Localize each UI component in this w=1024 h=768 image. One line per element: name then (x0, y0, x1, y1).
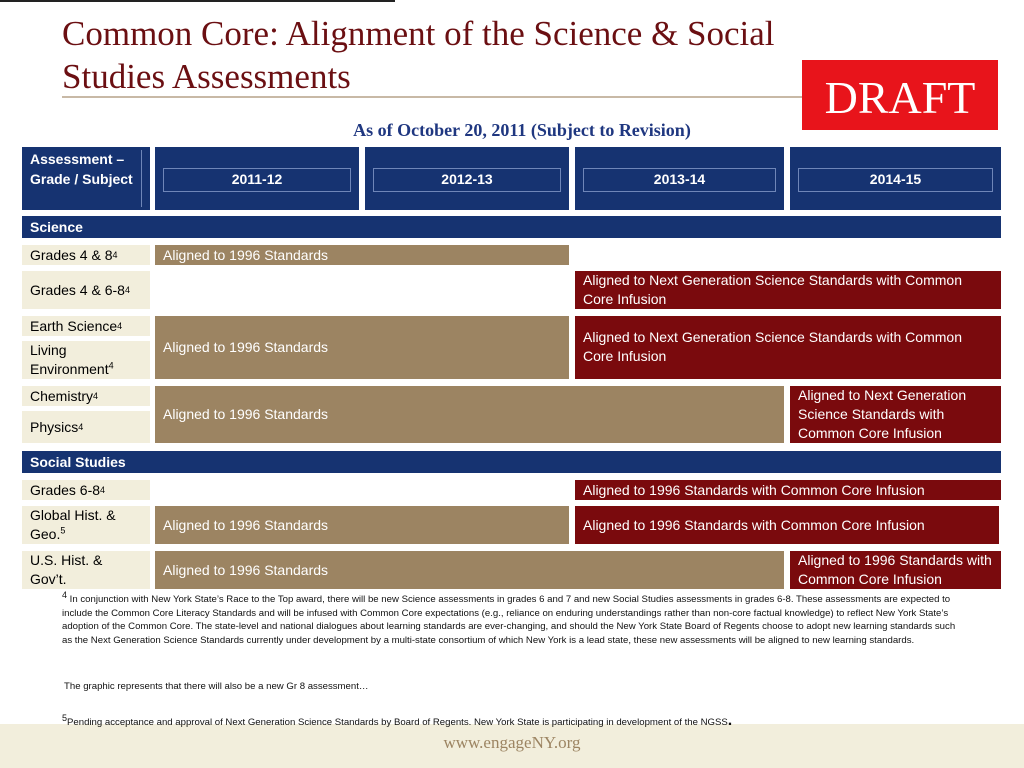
header-year-label: 2013-14 (653, 170, 706, 187)
row-label-grades-4-8: Grades 4 & 8 4 (22, 245, 150, 265)
footnote-4 (62, 589, 962, 647)
row-label-text: Global Hist. & Geo. (30, 507, 116, 542)
header-year-2014-15 (790, 147, 1001, 210)
cell-text: Aligned to 1996 Standards (163, 246, 329, 263)
footnote-5-text: Pending acceptance and approval of Next Generation Science Standards by Board of Regents. New York State is participating in development of the NGSS (67, 717, 728, 728)
top-rule (0, 0, 395, 2)
header-year-frame (373, 168, 561, 192)
header-year-label: 2012-13 (441, 170, 493, 187)
header-year-frame (798, 168, 993, 192)
cell-text: Aligned to Next Generation Science Standards with Common Core Infusion (583, 272, 962, 307)
footnote-4-text: In conjunction with New York State’s Race to the Top award, there will be new Science assessments in grades 6 and 7 and new Social Studies assessments in grades 6-8. These assessments are expected to include the Common Core Literacy Standards and will be infused with Common Core expectations (e.g., reliance on enduring understandings rather than non-core factual knowledge) to reflect New York State’s adoption of the Common Core. The state-level and national dialogues about learning standards are ever-changing, and should the New York State Board of Regents choose to adopt new learning standards such as the Next Generation Science Standards currently under development by a multi-state consortium of which New York is a lead state, these new assessments will be aligned to new learning standards. (62, 594, 956, 646)
cell-text: Aligned to 1996 Standards (163, 516, 329, 533)
header-year-2013-14 (575, 147, 784, 210)
row-label-text: Grades 4 & 8 (30, 246, 113, 263)
footer-url[interactable]: www.engageNY.org (443, 733, 581, 752)
cell-text: Aligned to 1996 Standards (163, 561, 329, 578)
footnote-4-marker: 4 (62, 589, 68, 600)
cell-1996-standards (155, 506, 569, 544)
cell-text: Aligned to 1996 Standards (163, 406, 329, 422)
cell-1996-cc-infusion (575, 506, 999, 544)
cell-1996-standards (155, 245, 569, 265)
row-label-text: Earth Science (30, 317, 118, 334)
cell-ngss-infusion (575, 271, 1001, 309)
cell-ngss-infusion (575, 316, 1001, 379)
row-label-grades-6-8: Grades 6-8 4 (22, 480, 150, 500)
header-assessment-cell (22, 147, 150, 210)
cell-text: Aligned to 1996 Standards with Common Core Infusion (583, 516, 925, 533)
cell-1996-cc-infusion (575, 480, 1001, 500)
row-label-living-environment (22, 341, 150, 379)
cell-text: Aligned to 1996 Standards with Common Core Infusion (798, 552, 992, 587)
row-label-grades-4-6-8: Grades 4 & 6-8 4 (22, 271, 150, 309)
header-year-label: 2011-12 (231, 170, 283, 187)
footnote-ref: 5 (60, 525, 66, 536)
cell-1996-standards (155, 316, 569, 379)
section-social-studies (22, 451, 1001, 473)
section-social-studies-label: Social Studies (30, 454, 126, 470)
row-label-text: Grades 6-8 (30, 481, 101, 498)
header-year-2012-13 (365, 147, 569, 210)
title-divider (62, 96, 810, 98)
row-label-text: U.S. Hist. & Gov’t. (30, 552, 103, 587)
cell-text: Aligned to Next Generation Science Standards with Common Core Infusion (583, 329, 962, 364)
cell-ngss-infusion (790, 386, 1001, 443)
row-label-chemistry: Chemistry 4 (22, 386, 150, 406)
row-label-text: Living Environment (30, 342, 109, 377)
row-label-physics: Physics 4 (22, 411, 150, 443)
cell-text: Aligned to 1996 Standards (163, 339, 329, 355)
footnote-5-marker: 5 (62, 712, 68, 723)
row-label-earth-science: Earth Science 4 (22, 316, 150, 336)
section-science-label: Science (30, 219, 83, 235)
draft-stamp: DRAFT (802, 60, 998, 130)
header-year-frame (163, 168, 351, 192)
header-assessment-label: Assessment – Grade / Subject (30, 151, 133, 187)
cell-1996-standards (155, 386, 784, 443)
page-title: Common Core: Alignment of the Science & Social Studies Assessments (62, 14, 775, 96)
footnote-ref: 4 (108, 360, 114, 371)
header-year-2011-12 (155, 147, 359, 210)
cell-1996-cc-infusion (790, 551, 1001, 589)
cell-text: Aligned to 1996 Standards with Common Core Infusion (583, 481, 925, 498)
row-label-text: Grades 4 & 6-8 (30, 281, 125, 298)
header-year-frame (583, 168, 776, 192)
cell-text: Aligned to Next Generation Science Standards with Common Core Infusion (798, 387, 967, 441)
cell-1996-standards (155, 551, 784, 589)
row-label-text: Physics (30, 418, 79, 435)
row-label-text: Chemistry (30, 387, 94, 404)
row-label-global-history (22, 506, 150, 544)
graphic-note: The graphic represents that there will also be a new Gr 8 assessment… (64, 681, 369, 692)
section-science (22, 216, 1001, 238)
as-of-date: As of October 20, 2011 (Subject to Revision) (353, 120, 691, 140)
footnote-5 (62, 712, 732, 730)
header-assessment-edge (141, 150, 142, 207)
footnote-5-period: . (727, 712, 733, 729)
row-label-us-history (22, 551, 150, 589)
header-year-label: 2014-15 (869, 170, 922, 187)
